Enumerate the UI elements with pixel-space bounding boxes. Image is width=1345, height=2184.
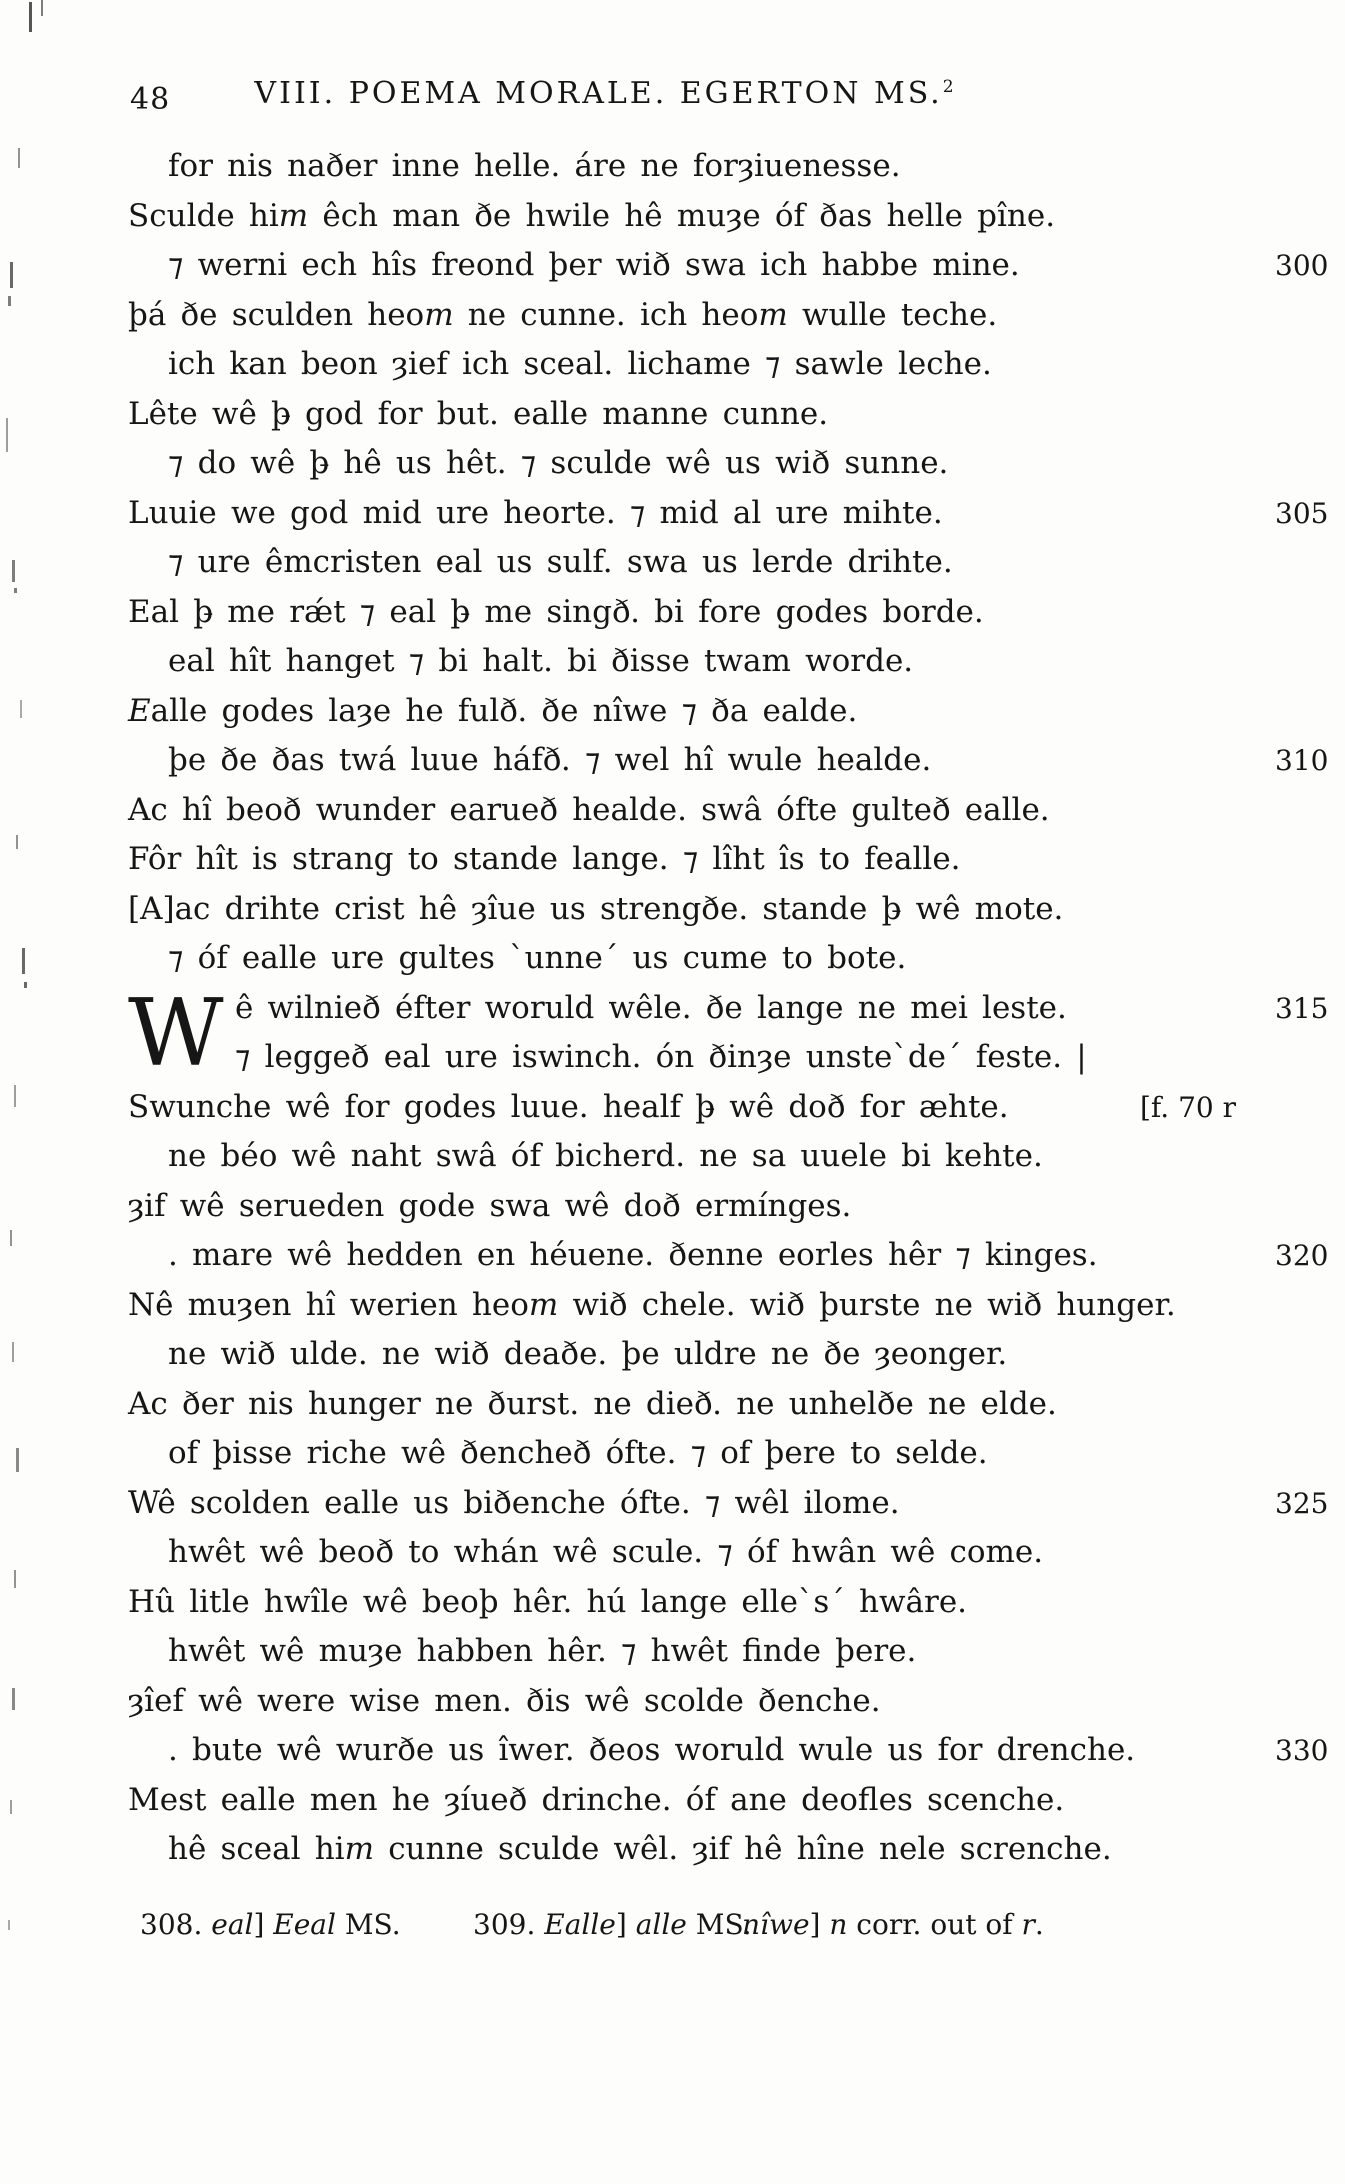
- text-run: Mest ealle men he ȝíueð drinche. óf ane deofles scenche.: [128, 1781, 1065, 1818]
- verse-number: 305: [1275, 496, 1329, 530]
- scan-mark: [12, 1688, 15, 1710]
- text-run: cunne sculde wêl. ȝif hê hîne nele screnche.: [374, 1831, 1112, 1867]
- text-run: hê sceal hi: [168, 1831, 345, 1867]
- poem-line-text: [168, 247, 1020, 283]
- text-run: ]: [615, 1908, 636, 1941]
- text-run: ȝif wê serueden gode swa wê doð ermínges.: [128, 1187, 852, 1224]
- poem-line-text: [128, 1089, 1009, 1125]
- poem-line-text: [128, 1485, 900, 1521]
- poem-line: [128, 1825, 1343, 1875]
- poem-line-text: [128, 693, 857, 729]
- text-run: ⁊ leggeð eal ure iswinch. ón ðinȝe unsteˋdeˊ feste. |: [235, 1039, 1087, 1075]
- poem-line: [128, 390, 1343, 440]
- italic-text: eal: [211, 1908, 254, 1941]
- poem-line-text: [128, 1188, 851, 1224]
- scan-mark: [41, 0, 43, 16]
- apparatus-entry: [473, 1900, 752, 1950]
- apparatus-entry: [742, 1900, 1044, 1950]
- verse-number: 325: [1275, 1486, 1329, 1520]
- page-number: 48: [130, 82, 171, 117]
- running-title: [128, 76, 1080, 111]
- text-run: Nê muȝen hî werien heo: [128, 1286, 529, 1323]
- poem-line-text: [128, 1683, 881, 1719]
- verse-number: 310: [1275, 744, 1329, 777]
- text-run: ]: [809, 1908, 830, 1941]
- text-run: Lête wê þ̵ god for but. ealle manne cunne.: [128, 395, 829, 432]
- folio-note: [f. 70 r: [1140, 1090, 1237, 1124]
- italic-text: alle: [635, 1908, 687, 1941]
- text-run: ⁊ werni ech hîs freond þer wið swa ich habbe mine.: [168, 247, 1020, 283]
- verse-number: 300: [1275, 249, 1329, 282]
- text-run: wulle teche.: [787, 296, 998, 333]
- poem-line: [128, 241, 1343, 291]
- scan-mark: [20, 700, 22, 718]
- scan-mark: [14, 1570, 16, 1588]
- poem-line: [128, 1726, 1343, 1776]
- text-run: . mare wê hedden en héuene. ðenne eorles hêr ⁊ kinges.: [168, 1237, 1098, 1273]
- text-run: .: [1034, 1908, 1044, 1941]
- text-run: Luuie we god mid ure heorte. ⁊ mid al ure mihte.: [128, 494, 943, 531]
- text-run: ich kan beon ȝief ich sceal. lichame ⁊ sawle leche.: [168, 346, 992, 382]
- italic-text: nîwe: [742, 1908, 810, 1941]
- italic-text: m: [344, 1831, 374, 1867]
- poem-line: [128, 1033, 1343, 1083]
- verse-number: 330: [1275, 1734, 1329, 1767]
- text-run: . bute wê wurðe us îwer. ðeos woruld wule us for drenche.: [168, 1732, 1136, 1768]
- poem-line: [128, 489, 1343, 539]
- text-run: alle godes laȝe he fulð. ðe nîwe ⁊ ða ealde.: [150, 692, 858, 729]
- poem-line-text: [128, 1287, 1176, 1323]
- poem-text: [128, 142, 1343, 1875]
- verse-number: 320: [1275, 1239, 1329, 1272]
- poem-line-text: [168, 445, 948, 481]
- poem-line-text: [235, 1039, 1087, 1075]
- poem-line: [128, 142, 1343, 192]
- italic-text: Eeal: [273, 1908, 336, 1941]
- critical-apparatus: [140, 1900, 1300, 1950]
- poem-line: [128, 885, 1343, 935]
- poem-line: [128, 835, 1343, 885]
- poem-line-text: [168, 1831, 1112, 1867]
- text-run: [A]ac drihte crist hê ȝîue us strengðe. stande þ̵ wê mote.: [128, 890, 1064, 927]
- text-run: Ac hî beoð wunder earueð healde. swâ ófte gulteð ealle.: [128, 791, 1050, 828]
- poem-line: [128, 1132, 1343, 1182]
- text-run: of þisse riche wê ðencheð ófte. ⁊ of þere to selde.: [168, 1435, 988, 1471]
- poem-line-text: [128, 1782, 1064, 1818]
- text-run: ]: [253, 1908, 274, 1941]
- scan-mark: [12, 1342, 14, 1362]
- poem-line: [128, 736, 1343, 786]
- poem-line-text: [128, 198, 1055, 234]
- poem-line: [128, 786, 1343, 836]
- poem-line-text: [128, 396, 828, 432]
- text-run: Ac ðer nis hunger ne ðurst. ne dieð. ne unhelðe ne elde.: [128, 1385, 1057, 1422]
- poem-line-text: [168, 940, 906, 976]
- italic-text: n: [829, 1908, 848, 1941]
- poem-line-text: [128, 1584, 967, 1620]
- text-run: ne béo wê naht swâ óf bicherd. ne sa uuele bi kehte.: [168, 1138, 1043, 1174]
- scan-mark: [18, 148, 20, 168]
- text-run: þe ðe ðas twá luue háfð. ⁊ wel hî wule healde.: [168, 742, 932, 778]
- text-run: wið chele. wið þurste ne wið hunger.: [558, 1286, 1176, 1323]
- poem-line: [128, 1578, 1343, 1628]
- poem-line-text: [128, 891, 1063, 927]
- poem-line: [128, 291, 1343, 341]
- text-run: ne cunne. ich heo: [453, 296, 759, 333]
- text-run: Wê scolden ealle us biðenche ófte. ⁊ wêl ilome.: [128, 1484, 900, 1521]
- poem-line-text: [168, 1435, 988, 1471]
- text-run: Sculde hi: [128, 197, 279, 234]
- text-run: eal hît hanget ⁊ bi halt. bi ðisse twam worde.: [168, 643, 914, 679]
- poem-line-text: [168, 544, 953, 580]
- text-run: hwêt wê muȝe habben hêr. ⁊ hwêt finde þere.: [168, 1633, 917, 1669]
- poem-line-text: [128, 594, 984, 630]
- poem-line: [128, 687, 1343, 737]
- text-run: ȝîef wê were wise men. ðis wê scolde ðenche.: [128, 1682, 881, 1719]
- scan-mark: [8, 296, 11, 306]
- scan-mark: [14, 588, 17, 593]
- text-run: ê wilnieð éfter woruld wêle. ðe lange ne mei leste.: [235, 989, 1067, 1026]
- drop-cap: W: [128, 978, 224, 1087]
- page-header: [128, 76, 1080, 120]
- text-run: Fôr hît is strang to stande lange. ⁊ lîht îs to fealle.: [128, 841, 961, 877]
- poem-line: [128, 588, 1343, 638]
- scan-mark: [10, 1800, 12, 1814]
- poem-line: [128, 1380, 1343, 1430]
- poem-line: [128, 1281, 1343, 1331]
- scan-mark: [12, 560, 15, 582]
- poem-line-text: [168, 346, 992, 382]
- poem-line-text: [168, 1633, 916, 1669]
- scan-mark: [16, 1448, 19, 1472]
- poem-line: [128, 1677, 1343, 1727]
- text-run: 308.: [140, 1908, 212, 1941]
- text-run: êch man ðe hwile hê muȝe óf ðas helle pîne.: [308, 197, 1056, 234]
- poem-line-text: [168, 1534, 1043, 1570]
- poem-line-text: [168, 1138, 1043, 1174]
- apparatus-entry: [140, 1900, 401, 1950]
- poem-line: [128, 1231, 1343, 1281]
- poem-line: [128, 1528, 1343, 1578]
- italic-text: r: [1021, 1908, 1035, 1941]
- text-run: Eal þ̵ me rǽt ⁊ eal þ̵ me singð. bi fore godes borde.: [128, 593, 984, 630]
- text-run: Hû litle hwîle wê beoþ hêr. hú lange elleˋsˊ hwâre.: [128, 1583, 968, 1620]
- poem-line-text: [128, 297, 997, 333]
- poem-line: [128, 1182, 1343, 1232]
- italic-text: m: [424, 296, 454, 333]
- poem-line: [128, 439, 1343, 489]
- italic-text: m: [278, 197, 309, 234]
- italic-text: m: [528, 1286, 559, 1323]
- poem-line: [128, 1330, 1343, 1380]
- poem-line: [128, 340, 1343, 390]
- poem-line-text: [128, 1386, 1057, 1422]
- poem-line-text: [168, 1732, 1135, 1768]
- verse-number: 315: [1275, 991, 1329, 1025]
- text-run: MS.: [335, 1908, 401, 1941]
- italic-text: m: [758, 296, 788, 333]
- poem-line: [128, 934, 1343, 984]
- text-run: hwêt wê beoð to whán wê scule. ⁊ óf hwân wê come.: [168, 1534, 1044, 1570]
- poem-line-text: [168, 148, 901, 184]
- poem-line: [128, 538, 1343, 588]
- poem-line: [128, 1429, 1343, 1479]
- text-run: MS.: [686, 1908, 752, 1941]
- poem-line: [128, 1776, 1343, 1826]
- poem-line-text: [235, 990, 1067, 1026]
- italic-text: E: [128, 692, 151, 729]
- poem-line-text: [128, 841, 961, 877]
- scan-mark: [29, 2, 32, 32]
- poem-line-text: [168, 1336, 1007, 1372]
- scan-mark: [10, 262, 13, 288]
- poem-line: [128, 192, 1343, 242]
- text-run: Swunche wê for godes luue. healf þ̵ wê doð for æhte.: [128, 1088, 1009, 1125]
- text-run: ne wið ulde. ne wið deaðe. þe uldre ne ðe ȝeonger.: [168, 1336, 1008, 1372]
- poem-line: [128, 1083, 1343, 1133]
- poem-line: [128, 637, 1343, 687]
- scan-mark: [10, 1230, 12, 1246]
- text-run: corr. out of: [847, 1908, 1022, 1941]
- poem-line-text: [128, 495, 943, 531]
- scan-mark: [6, 418, 8, 452]
- scan-mark: [8, 1920, 10, 1930]
- text-run: for nis naðer inne helle. áre ne forȝiuenesse.: [168, 148, 901, 184]
- scan-mark: [24, 982, 27, 988]
- running-title-text: VIII. POEMA MORALE. EGERTON MS.: [254, 76, 943, 111]
- text-run: ⁊ do wê þ̵ hê us hêt. ⁊ sculde wê us wið sunne.: [168, 445, 949, 481]
- scan-mark: [16, 835, 18, 849]
- poem-line-text: [168, 1237, 1098, 1273]
- text-run: þá ðe sculden heo: [128, 296, 425, 333]
- italic-text: Ealle: [544, 1908, 616, 1941]
- text-run: 309.: [473, 1908, 545, 1941]
- poem-line: [128, 1627, 1343, 1677]
- scan-mark: [22, 948, 25, 974]
- poem-line: [128, 1479, 1343, 1529]
- title-superscript: 2: [942, 77, 954, 97]
- text-run: ⁊ óf ealle ure gultes ˋunneˊ us cume to bote.: [168, 940, 907, 976]
- poem-line-text: [128, 792, 1050, 828]
- scan-mark: [14, 1085, 16, 1107]
- poem-line-text: [168, 742, 931, 778]
- poem-line-text: [168, 643, 913, 679]
- text-run: ⁊ ure êmcristen eal us sulf. swa us lerde drihte.: [168, 544, 953, 580]
